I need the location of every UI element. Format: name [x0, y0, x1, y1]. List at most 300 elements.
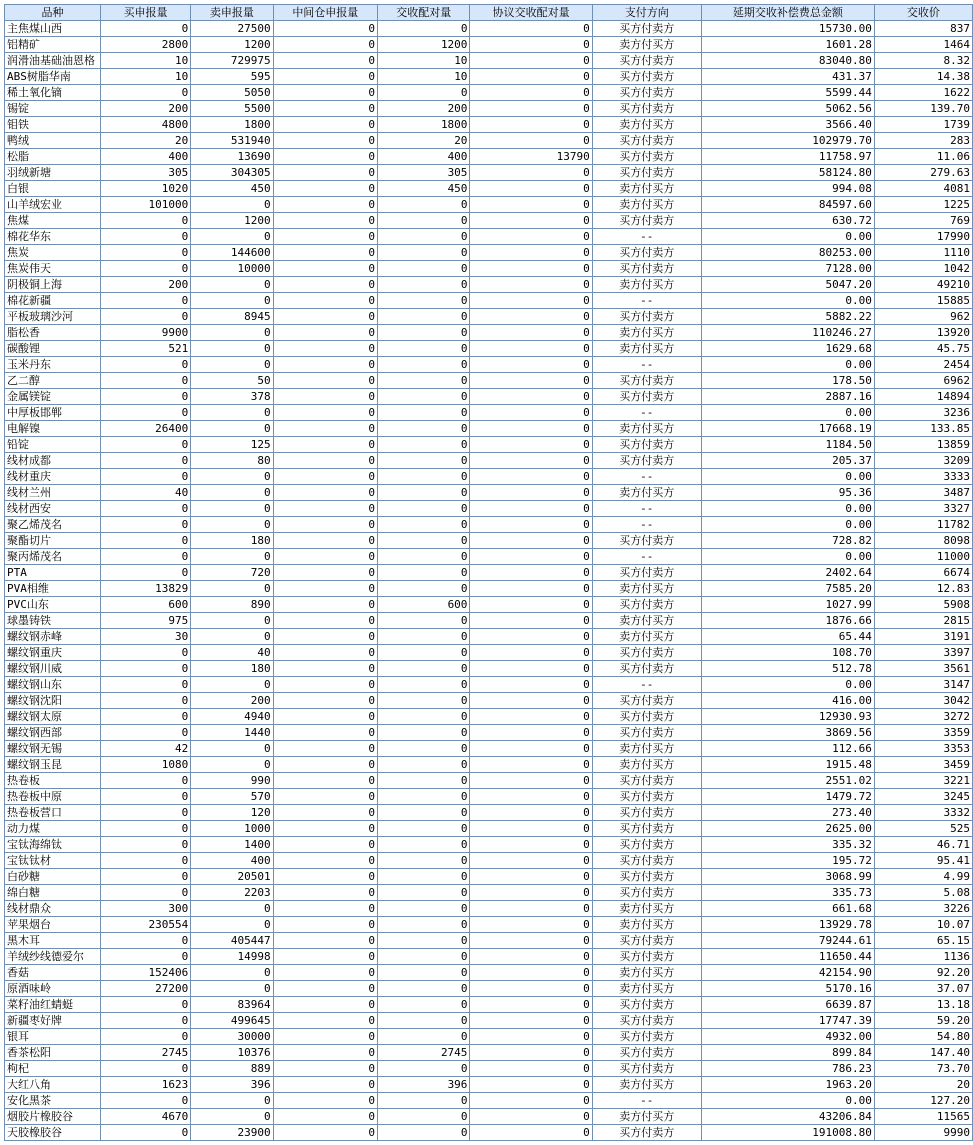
sell-qty-cell: 400: [191, 853, 273, 869]
mid-qty-cell: 0: [273, 725, 377, 741]
pay-direction-cell: 买方付卖方: [592, 661, 701, 677]
matched-qty-cell: 0: [378, 1109, 470, 1125]
matched-qty-cell: 0: [378, 837, 470, 853]
pay-direction-cell: --: [592, 501, 701, 517]
sell-qty-cell: 0: [191, 917, 273, 933]
product-cell: 宝钛海绵钛: [5, 837, 101, 853]
delivery-price-cell: 2815: [874, 613, 972, 629]
agreement-qty-cell: 0: [470, 517, 592, 533]
compensation-cell: 335.32: [701, 837, 874, 853]
buy-qty-cell: 0: [100, 245, 190, 261]
delivery-price-cell: 769: [874, 213, 972, 229]
sell-qty-cell: 0: [191, 581, 273, 597]
delivery-price-cell: 11565: [874, 1109, 972, 1125]
delivery-price-cell: 3353: [874, 741, 972, 757]
sell-qty-cell: 0: [191, 469, 273, 485]
agreement-qty-cell: 0: [470, 981, 592, 997]
mid-qty-cell: 0: [273, 149, 377, 165]
compensation-cell: 0.00: [701, 229, 874, 245]
buy-qty-cell: 0: [100, 517, 190, 533]
matched-qty-cell: 0: [378, 1125, 470, 1141]
pay-direction-cell: 买方付卖方: [592, 53, 701, 69]
product-cell: 线材兰州: [5, 485, 101, 501]
mid-qty-cell: 0: [273, 773, 377, 789]
delivery-price-cell: 20: [874, 1077, 972, 1093]
mid-qty-cell: 0: [273, 1093, 377, 1109]
agreement-qty-cell: 0: [470, 1029, 592, 1045]
pay-direction-cell: 买方付卖方: [592, 725, 701, 741]
sell-qty-cell: 13690: [191, 149, 273, 165]
buy-qty-cell: 0: [100, 453, 190, 469]
product-cell: 螺纹钢山东: [5, 677, 101, 693]
mid-qty-cell: 0: [273, 693, 377, 709]
sell-qty-cell: 0: [191, 517, 273, 533]
agreement-qty-cell: 0: [470, 373, 592, 389]
agreement-qty-cell: 0: [470, 85, 592, 101]
product-cell: 线材成都: [5, 453, 101, 469]
matched-qty-cell: 20: [378, 133, 470, 149]
table-row: [5, 1013, 973, 1029]
agreement-qty-cell: 0: [470, 325, 592, 341]
mid-qty-cell: 0: [273, 437, 377, 453]
product-cell: 白银: [5, 181, 101, 197]
delivery-price-cell: 3042: [874, 693, 972, 709]
matched-qty-cell: 0: [378, 773, 470, 789]
header-sell-qty: 卖申报量: [191, 5, 273, 21]
pay-direction-cell: --: [592, 405, 701, 421]
product-cell: 棉花新疆: [5, 293, 101, 309]
delivery-price-cell: 11000: [874, 549, 972, 565]
product-cell: 香茶松阳: [5, 1045, 101, 1061]
agreement-qty-cell: 0: [470, 213, 592, 229]
buy-qty-cell: 0: [100, 501, 190, 517]
sell-qty-cell: 83964: [191, 997, 273, 1013]
delivery-price-cell: 147.40: [874, 1045, 972, 1061]
matched-qty-cell: 0: [378, 213, 470, 229]
product-cell: 螺纹钢西部: [5, 725, 101, 741]
compensation-cell: 416.00: [701, 693, 874, 709]
sell-qty-cell: 40: [191, 645, 273, 661]
compensation-cell: 13929.78: [701, 917, 874, 933]
sell-qty-cell: 0: [191, 613, 273, 629]
buy-qty-cell: 230554: [100, 917, 190, 933]
product-cell: ABS树脂华南: [5, 69, 101, 85]
buy-qty-cell: 13829: [100, 581, 190, 597]
matched-qty-cell: 10: [378, 53, 470, 69]
mid-qty-cell: 0: [273, 357, 377, 373]
matched-qty-cell: 0: [378, 725, 470, 741]
agreement-qty-cell: 0: [470, 197, 592, 213]
product-cell: 黑木耳: [5, 933, 101, 949]
pay-direction-cell: 买方付卖方: [592, 997, 701, 1013]
matched-qty-cell: 0: [378, 389, 470, 405]
delivery-price-cell: 1622: [874, 85, 972, 101]
sell-qty-cell: 4940: [191, 709, 273, 725]
table-row: [5, 405, 973, 421]
compensation-cell: 95.36: [701, 485, 874, 501]
sell-qty-cell: 0: [191, 901, 273, 917]
delivery-price-cell: 525: [874, 821, 972, 837]
mid-qty-cell: 0: [273, 853, 377, 869]
compensation-cell: 3068.99: [701, 869, 874, 885]
delivery-price-cell: 9990: [874, 1125, 972, 1141]
matched-qty-cell: 1200: [378, 37, 470, 53]
matched-qty-cell: 305: [378, 165, 470, 181]
agreement-qty-cell: 0: [470, 709, 592, 725]
pay-direction-cell: 买方付卖方: [592, 597, 701, 613]
pay-direction-cell: 买方付卖方: [592, 149, 701, 165]
sell-qty-cell: 1200: [191, 213, 273, 229]
matched-qty-cell: 0: [378, 549, 470, 565]
table-row: [5, 693, 973, 709]
mid-qty-cell: 0: [273, 85, 377, 101]
product-cell: 锡锭: [5, 101, 101, 117]
agreement-qty-cell: 0: [470, 261, 592, 277]
delivery-price-cell: 10.07: [874, 917, 972, 933]
buy-qty-cell: 0: [100, 85, 190, 101]
table-row: [5, 965, 973, 981]
matched-qty-cell: 0: [378, 757, 470, 773]
pay-direction-cell: 买方付卖方: [592, 85, 701, 101]
compensation-cell: 191008.80: [701, 1125, 874, 1141]
pay-direction-cell: --: [592, 229, 701, 245]
matched-qty-cell: 0: [378, 245, 470, 261]
mid-qty-cell: 0: [273, 837, 377, 853]
pay-direction-cell: 买方付卖方: [592, 933, 701, 949]
table-row: [5, 133, 973, 149]
table-row: [5, 293, 973, 309]
table-row: [5, 853, 973, 869]
mid-qty-cell: 0: [273, 597, 377, 613]
buy-qty-cell: 0: [100, 261, 190, 277]
sell-qty-cell: 595: [191, 69, 273, 85]
buy-qty-cell: 10: [100, 69, 190, 85]
pay-direction-cell: 买方付卖方: [592, 389, 701, 405]
pay-direction-cell: 卖方付买方: [592, 917, 701, 933]
product-cell: 润滑油基础油恩格: [5, 53, 101, 69]
mid-qty-cell: 0: [273, 485, 377, 501]
product-cell: 棉花华东: [5, 229, 101, 245]
pay-direction-cell: 买方付卖方: [592, 309, 701, 325]
agreement-qty-cell: 0: [470, 613, 592, 629]
sell-qty-cell: 890: [191, 597, 273, 613]
delivery-price-cell: 3327: [874, 501, 972, 517]
delivery-price-cell: 127.20: [874, 1093, 972, 1109]
pay-direction-cell: 买方付卖方: [592, 789, 701, 805]
delivery-price-cell: 73.70: [874, 1061, 972, 1077]
product-cell: 螺纹钢太原: [5, 709, 101, 725]
sell-qty-cell: 5050: [191, 85, 273, 101]
mid-qty-cell: 0: [273, 341, 377, 357]
sell-qty-cell: 570: [191, 789, 273, 805]
table-row: [5, 533, 973, 549]
compensation-cell: 102979.70: [701, 133, 874, 149]
product-cell: 热卷板中原: [5, 789, 101, 805]
table-row: [5, 53, 973, 69]
pay-direction-cell: 卖方付买方: [592, 485, 701, 501]
product-cell: 安化黑茶: [5, 1093, 101, 1109]
table-row: [5, 469, 973, 485]
agreement-qty-cell: 0: [470, 501, 592, 517]
table-row: [5, 933, 973, 949]
matched-qty-cell: 10: [378, 69, 470, 85]
pay-direction-cell: 买方付卖方: [592, 1125, 701, 1141]
mid-qty-cell: 0: [273, 581, 377, 597]
delivery-price-cell: 11782: [874, 517, 972, 533]
compensation-cell: 5599.44: [701, 85, 874, 101]
buy-qty-cell: 0: [100, 405, 190, 421]
mid-qty-cell: 0: [273, 245, 377, 261]
delivery-price-cell: 5.08: [874, 885, 972, 901]
matched-qty-cell: 0: [378, 789, 470, 805]
mid-qty-cell: 0: [273, 469, 377, 485]
compensation-cell: 42154.90: [701, 965, 874, 981]
product-cell: PVC山东: [5, 597, 101, 613]
matched-qty-cell: 0: [378, 821, 470, 837]
buy-qty-cell: 40: [100, 485, 190, 501]
product-cell: 焦炭伟天: [5, 261, 101, 277]
pay-direction-cell: 买方付卖方: [592, 805, 701, 821]
delivery-price-cell: 49210: [874, 277, 972, 293]
compensation-cell: 512.78: [701, 661, 874, 677]
product-cell: 球墨铸铁: [5, 613, 101, 629]
mid-qty-cell: 0: [273, 629, 377, 645]
mid-qty-cell: 0: [273, 117, 377, 133]
delivery-price-cell: 13920: [874, 325, 972, 341]
pay-direction-cell: 卖方付买方: [592, 1109, 701, 1125]
agreement-qty-cell: 0: [470, 773, 592, 789]
delivery-price-cell: 3191: [874, 629, 972, 645]
product-cell: 螺纹钢川威: [5, 661, 101, 677]
product-cell: 脂松香: [5, 325, 101, 341]
delivery-price-cell: 14894: [874, 389, 972, 405]
buy-qty-cell: 0: [100, 21, 190, 37]
matched-qty-cell: 0: [378, 197, 470, 213]
compensation-cell: 6639.87: [701, 997, 874, 1013]
sell-qty-cell: 0: [191, 629, 273, 645]
delivery-price-cell: 46.71: [874, 837, 972, 853]
table-row: [5, 245, 973, 261]
buy-qty-cell: 0: [100, 1061, 190, 1077]
delivery-price-cell: 13859: [874, 437, 972, 453]
mid-qty-cell: 0: [273, 181, 377, 197]
buy-qty-cell: 0: [100, 661, 190, 677]
pay-direction-cell: --: [592, 517, 701, 533]
compensation-cell: 83040.80: [701, 53, 874, 69]
table-row: [5, 261, 973, 277]
pay-direction-cell: 卖方付买方: [592, 341, 701, 357]
compensation-cell: 65.44: [701, 629, 874, 645]
pay-direction-cell: 卖方付买方: [592, 901, 701, 917]
compensation-cell: 7128.00: [701, 261, 874, 277]
table-row: [5, 677, 973, 693]
delivery-price-cell: 3245: [874, 789, 972, 805]
mid-qty-cell: 0: [273, 965, 377, 981]
matched-qty-cell: 0: [378, 677, 470, 693]
product-cell: 螺纹钢赤峰: [5, 629, 101, 645]
delivery-price-cell: 95.41: [874, 853, 972, 869]
buy-qty-cell: 0: [100, 933, 190, 949]
agreement-qty-cell: 0: [470, 677, 592, 693]
delivery-price-cell: 3332: [874, 805, 972, 821]
buy-qty-cell: 101000: [100, 197, 190, 213]
header-delivery-price: 交收价: [874, 5, 972, 21]
mid-qty-cell: 0: [273, 325, 377, 341]
sell-qty-cell: 990: [191, 773, 273, 789]
buy-qty-cell: 0: [100, 1029, 190, 1045]
delivery-price-cell: 2454: [874, 357, 972, 373]
product-cell: 铝精矿: [5, 37, 101, 53]
agreement-qty-cell: 0: [470, 117, 592, 133]
compensation-cell: 0.00: [701, 1093, 874, 1109]
delivery-price-cell: 8098: [874, 533, 972, 549]
sell-qty-cell: 50: [191, 373, 273, 389]
buy-qty-cell: 0: [100, 469, 190, 485]
sell-qty-cell: 0: [191, 325, 273, 341]
table-row: [5, 325, 973, 341]
product-cell: 线材西安: [5, 501, 101, 517]
product-cell: 菜籽油红蜻蜓: [5, 997, 101, 1013]
table-row: [5, 373, 973, 389]
buy-qty-cell: 0: [100, 869, 190, 885]
buy-qty-cell: 0: [100, 645, 190, 661]
table-row: [5, 629, 973, 645]
pay-direction-cell: 买方付卖方: [592, 69, 701, 85]
buy-qty-cell: 0: [100, 309, 190, 325]
compensation-cell: 1601.28: [701, 37, 874, 53]
table-row: [5, 1061, 973, 1077]
sell-qty-cell: 378: [191, 389, 273, 405]
buy-qty-cell: 30: [100, 629, 190, 645]
compensation-cell: 1479.72: [701, 789, 874, 805]
agreement-qty-cell: 0: [470, 885, 592, 901]
mid-qty-cell: 0: [273, 981, 377, 997]
compensation-cell: 2625.00: [701, 821, 874, 837]
buy-qty-cell: 0: [100, 789, 190, 805]
compensation-cell: 205.37: [701, 453, 874, 469]
mid-qty-cell: 0: [273, 549, 377, 565]
table-row: [5, 1109, 973, 1125]
header-product: 品种: [5, 5, 101, 21]
buy-qty-cell: 0: [100, 949, 190, 965]
product-cell: 鸭绒: [5, 133, 101, 149]
buy-qty-cell: 0: [100, 1093, 190, 1109]
matched-qty-cell: 0: [378, 533, 470, 549]
table-row: [5, 805, 973, 821]
agreement-qty-cell: 0: [470, 69, 592, 85]
header-matched-qty: 交收配对量: [378, 5, 470, 21]
table-row: [5, 997, 973, 1013]
delivery-price-cell: 3333: [874, 469, 972, 485]
pay-direction-cell: 买方付卖方: [592, 709, 701, 725]
product-cell: 聚乙烯茂名: [5, 517, 101, 533]
table-row: [5, 725, 973, 741]
agreement-qty-cell: 0: [470, 453, 592, 469]
agreement-qty-cell: 0: [470, 1061, 592, 1077]
matched-qty-cell: 0: [378, 357, 470, 373]
compensation-cell: 7585.20: [701, 581, 874, 597]
mid-qty-cell: 0: [273, 69, 377, 85]
buy-qty-cell: 26400: [100, 421, 190, 437]
compensation-cell: 1876.66: [701, 613, 874, 629]
compensation-cell: 728.82: [701, 533, 874, 549]
mid-qty-cell: 0: [273, 197, 377, 213]
delivery-price-cell: 3221: [874, 773, 972, 789]
delivery-price-cell: 8.32: [874, 53, 972, 69]
product-cell: 中厚板邯郸: [5, 405, 101, 421]
mid-qty-cell: 0: [273, 565, 377, 581]
sell-qty-cell: 0: [191, 293, 273, 309]
product-cell: 螺纹钢无锡: [5, 741, 101, 757]
pay-direction-cell: --: [592, 357, 701, 373]
pay-direction-cell: 卖方付买方: [592, 757, 701, 773]
delivery-price-cell: 3459: [874, 757, 972, 773]
product-cell: 聚丙烯茂名: [5, 549, 101, 565]
table-row: [5, 37, 973, 53]
product-cell: 螺纹钢沈阳: [5, 693, 101, 709]
compensation-cell: 1963.20: [701, 1077, 874, 1093]
buy-qty-cell: 0: [100, 885, 190, 901]
agreement-qty-cell: 0: [470, 629, 592, 645]
mid-qty-cell: 0: [273, 1061, 377, 1077]
compensation-cell: 178.50: [701, 373, 874, 389]
compensation-cell: 5062.56: [701, 101, 874, 117]
agreement-qty-cell: 0: [470, 933, 592, 949]
agreement-qty-cell: 0: [470, 901, 592, 917]
pay-direction-cell: 买方付卖方: [592, 1029, 701, 1045]
sell-qty-cell: 0: [191, 229, 273, 245]
sell-qty-cell: 1200: [191, 37, 273, 53]
delivery-price-cell: 6674: [874, 565, 972, 581]
matched-qty-cell: 0: [378, 661, 470, 677]
product-cell: 稀土氧化镝: [5, 85, 101, 101]
buy-qty-cell: 0: [100, 997, 190, 1013]
compensation-cell: 11650.44: [701, 949, 874, 965]
matched-qty-cell: 0: [378, 325, 470, 341]
compensation-cell: 630.72: [701, 213, 874, 229]
pay-direction-cell: 买方付卖方: [592, 1045, 701, 1061]
sell-qty-cell: 0: [191, 549, 273, 565]
matched-qty-cell: 0: [378, 805, 470, 821]
buy-qty-cell: 521: [100, 341, 190, 357]
product-cell: 苹果烟台: [5, 917, 101, 933]
delivery-price-cell: 54.80: [874, 1029, 972, 1045]
matched-qty-cell: 0: [378, 885, 470, 901]
buy-qty-cell: 27200: [100, 981, 190, 997]
buy-qty-cell: 200: [100, 277, 190, 293]
sell-qty-cell: 200: [191, 693, 273, 709]
pay-direction-cell: 买方付卖方: [592, 949, 701, 965]
table-row: [5, 197, 973, 213]
agreement-qty-cell: 0: [470, 661, 592, 677]
mid-qty-cell: 0: [273, 37, 377, 53]
sell-qty-cell: 27500: [191, 21, 273, 37]
compensation-cell: 994.08: [701, 181, 874, 197]
product-cell: 钼铁: [5, 117, 101, 133]
pay-direction-cell: 买方付卖方: [592, 693, 701, 709]
compensation-cell: 0.00: [701, 677, 874, 693]
sell-qty-cell: 10000: [191, 261, 273, 277]
delivery-price-cell: 45.75: [874, 341, 972, 357]
matched-qty-cell: 0: [378, 981, 470, 997]
pay-direction-cell: 买方付卖方: [592, 869, 701, 885]
buy-qty-cell: 0: [100, 1013, 190, 1029]
pay-direction-cell: 买方付卖方: [592, 533, 701, 549]
compensation-cell: 0.00: [701, 517, 874, 533]
mid-qty-cell: 0: [273, 613, 377, 629]
matched-qty-cell: 0: [378, 293, 470, 309]
agreement-qty-cell: 0: [470, 949, 592, 965]
